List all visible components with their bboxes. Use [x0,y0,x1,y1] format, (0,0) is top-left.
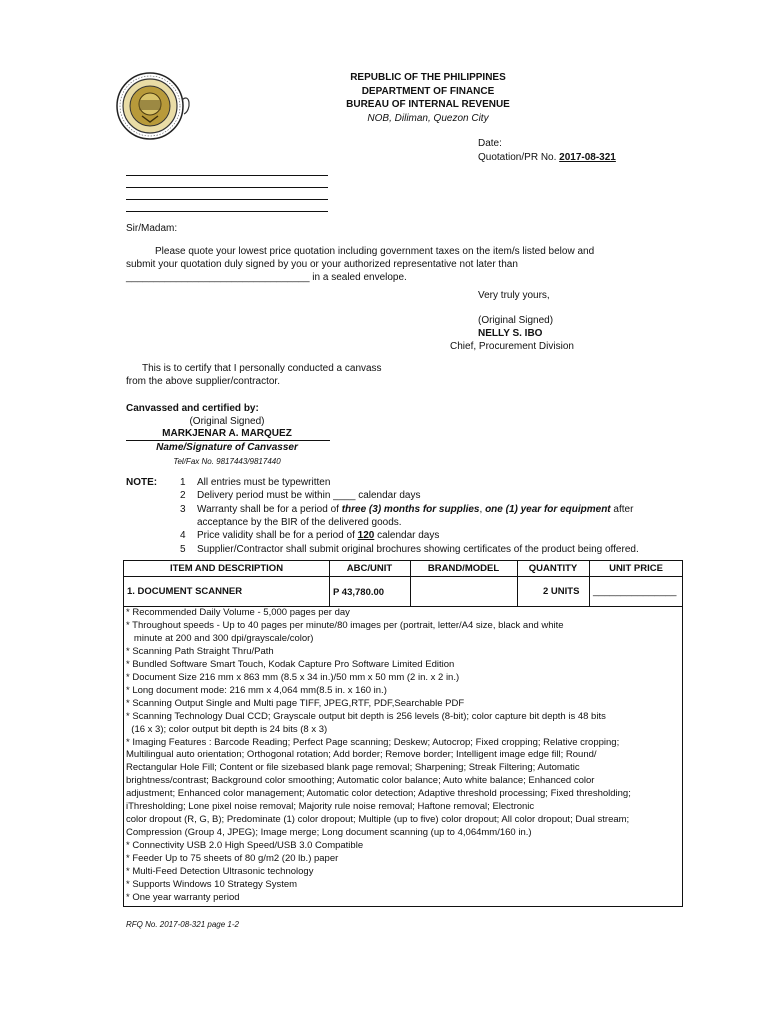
note-text: Delivery period must be within ____ calendar days [197,490,421,501]
note-validity-post: calendar days [374,530,440,541]
signer-title: Chief, Procurement Division [450,341,574,352]
spec-line: iThresholding; Lone pixel noise removal; Majority rule noise removal; Haftone removal; Electronic [126,801,535,813]
note-text [197,530,439,543]
spec-line: Compression (Group 4, JPEG); Image merge; Long document scanning (up to 4,064mm/160 in.) [126,827,532,839]
quotation-table [123,560,683,907]
table-header-unit-price: UNIT PRICE [609,563,663,574]
supplier-blank-line [126,187,328,188]
signer-signed-note: (Original Signed) [478,315,554,326]
canvasser-signature-line [126,440,330,441]
note-number: 5 [180,544,186,555]
body-line-2: submit your quotation duly signed by you or your authorized representative not later than [126,259,518,270]
quotation-number: 2017-08-321 [559,152,616,163]
letterhead-bureau: BUREAU OF INTERNAL REVENUE [346,99,510,110]
certify-line-1: This is to certify that I personally conducted a canvass [142,363,382,374]
spec-line: * Scanning Output Single and Multi page TIFF, JPEG,RTF, PDF,Searchable PDF [126,697,465,709]
bir-seal-logo [112,70,194,142]
note-label: NOTE: [126,477,158,488]
closing: Very truly yours, [478,290,550,301]
canvassed-heading: Canvassed and certified by: [126,403,259,414]
signer-name: NELLY S. IBO [478,328,543,339]
spec-line: * Document Size 216 mm x 863 mm (8.5 x 34 in.)/50 mm x 50 mm (2 in. x 2 in.) [126,671,460,683]
spec-line: * Throughout speeds - Up to 40 pages per minute/80 images per (portrait, letter/A4 size, black and white [126,619,564,631]
spec-line: brightness/contrast; Background color smoothing; Automatic color balance; Auto white balance; Enhanced color [126,775,595,787]
date-label: Date: [478,138,502,149]
canvasser-signed-note: (Original Signed) [189,416,265,427]
spec-line: * Imaging Features : Barcode Reading; Perfect Page scanning; Deskew; Autocrop; Fixed cropping; Relative cropping; [126,736,620,748]
spec-line: * Long document mode: 216 mm x 4,064 mm(8.5 in. x 160 in.) [126,684,387,696]
canvasser-name: MARKJENAR A. MARQUEZ [162,428,292,439]
spec-line: * Scanning Path Straight Thru/Path [126,645,274,657]
table-header-item: ITEM AND DESCRIPTION [169,563,284,574]
spec-line: * Feeder Up to 75 sheets of 80 g/m2 (20 lb.) paper [126,853,339,865]
item-unit-price-blank: _______________ [593,586,677,597]
supplier-blank-line [126,175,328,176]
table-header-brand: BRAND/MODEL [427,563,500,574]
note-warranty-supplies: three (3) months for supplies [341,504,480,515]
note-warranty-post: after [610,504,634,515]
item-name: 1. DOCUMENT SCANNER [127,586,243,597]
canvasser-telfax: Tel/Fax No. 9817443/9817440 [173,457,281,466]
quotation-label: Quotation/PR No. [478,152,557,163]
supplier-blank-line [126,199,328,200]
table-header-quantity: QUANTITY [528,563,578,574]
canvasser-caption: Name/Signature of Canvasser [156,442,298,453]
body-line-1: Please quote your lowest price quotation including government taxes on the item/s listed below and [155,246,595,257]
letterhead [300,71,556,125]
spec-line: adjustment; Enhanced color management; Automatic color detection; Adaptive threshold processing; Fixed thresholding; [126,788,631,800]
spec-line: * Recommended Daily Volume - 5,000 pages per day [126,607,350,618]
note-text: Supplier/Contractor shall submit original brochures showing certificates of the product being offered. [197,544,639,555]
quotation-line [478,152,616,165]
note-number: 1 [180,477,186,488]
spec-line: (16 x 3); color output bit depth is 24 bits (8 x 3) [126,723,328,735]
letterhead-republic: REPUBLIC OF THE PHILIPPINES [350,72,506,83]
note-warranty-pre: Warranty shall be for a period of [197,504,342,515]
note-text [197,504,633,517]
item-abc-unit: P 43,780.00 [333,587,385,598]
note-warranty-equipment: one (1) year for equipment [485,504,611,515]
letterhead-address: NOB, Diliman, Quezon City [367,112,489,124]
item-quantity: 2 UNITS [543,586,580,597]
table-header-abc: ABC/UNIT [346,563,393,574]
spec-line: * Supports Windows 10 Strategy System [126,879,298,891]
table-divider [124,576,682,577]
spec-line: Multilingual auto orientation; Orthogonal rotation; Add border; Remove border; Intelligent image edge fill; Round/ [126,749,597,761]
spec-line: * Connectivity USB 2.0 High Speed/USB 3.0 Compatible [126,840,364,852]
note-number: 4 [180,530,186,541]
spec-line: * Bundled Software Smart Touch, Kodak Capture Pro Software Limited Edition [126,658,455,670]
spec-line: Rectangular Hole Fill; Content or file sizebased blank page removal; Sharpening; Streak Filtering; Automatic [126,762,580,774]
deadline-blank: _________________________________ [126,272,310,283]
spec-line: * Scanning Technology Dual CCD; Grayscale output bit depth is 256 levels (8-bit); color capture bit depth is 48 bits [126,710,606,722]
note-text-continued: acceptance by the BIR of the delivered goods. [197,517,402,528]
letterhead-department: DEPARTMENT OF FINANCE [361,85,495,97]
salutation: Sir/Madam: [126,223,178,234]
note-validity-days: 120 [357,530,375,541]
note-warranty-mid: , [479,504,486,515]
item-specifications [126,607,682,905]
note-number: 2 [180,490,186,501]
note-text: All entries must be typewritten [197,477,331,488]
spec-line: * Multi-Feed Detection Ultrasonic technology [126,866,314,878]
body-line-3 [126,272,407,285]
spec-line: minute at 200 and 300 dpi/grayscale/color) [126,632,314,644]
spec-line: * One year warranty period [126,891,240,903]
spec-line: color dropout (R, G, B); Predominate (1) color dropout; Multiple (up to five) color dropout; All color dropout; Dual stream; [126,814,630,826]
supplier-blank-line [126,211,328,212]
body-line-3-rest: in a sealed envelope. [309,272,407,283]
note-number: 3 [180,504,186,515]
page-reference: RFQ No. 2017-08-321 page 1-2 [126,920,239,929]
certify-line-2: from the above supplier/contractor. [126,376,280,387]
note-validity-pre: Price validity shall be for a period of [197,530,358,541]
